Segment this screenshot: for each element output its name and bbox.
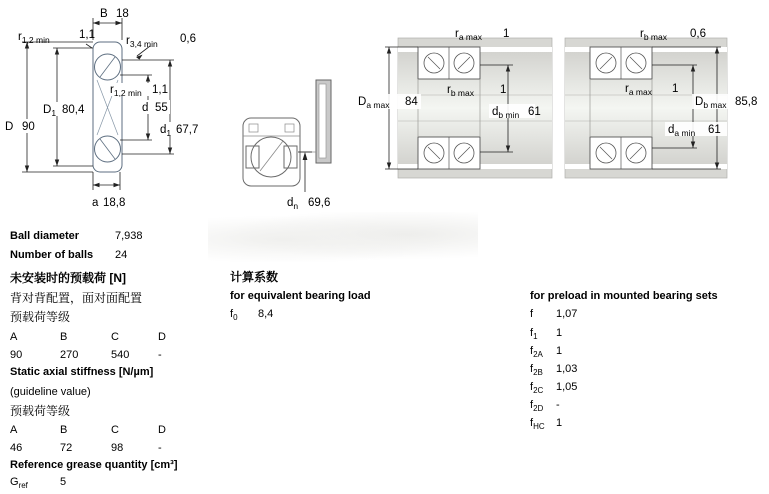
grease-title: Reference grease quantity [cm³] [10,459,178,471]
factor-row-f2A [530,345,562,358]
factor-value: 1,05 [556,381,578,393]
value-B: 72 [60,442,73,454]
factor-row-f2C [530,381,577,394]
p2-dim-ra: $r_{a max}$ [625,83,652,97]
dim-r34: $r_{3,4 min}$ [126,35,158,49]
factor-value: 1,07 [556,308,578,320]
header-C: C [111,331,119,343]
p1-dim-db-value: 61 [528,106,541,118]
stiffness-values [10,442,162,455]
value-C: 540 [111,349,130,361]
factor-value: - [556,399,560,411]
header-A: A [10,331,18,343]
p1-dim-ra-value: 1 [503,28,510,40]
spec-row-ball-diameter [10,230,143,243]
p1-dim-db: $d_{b min}$ [492,106,520,120]
value-A: 90 [10,349,23,361]
dim-D: D [5,121,14,133]
grease-row [10,476,66,489]
preload-class-label-2: 预载荷等级 [10,404,71,418]
dim-d1: $d_1$ [160,124,172,138]
dim-r12-side-value: 1,1 [152,84,168,96]
dim-r34-value: 0,6 [180,33,196,45]
header-B: B [60,331,68,343]
header-A: A [10,424,18,436]
equivalent-load-heading: for equivalent bearing load [230,290,371,302]
factor-value: 1,03 [556,363,578,375]
value-C: 98 [111,442,124,454]
dim-dn: $d_n$ [287,197,299,211]
factor-row-f1 [530,327,562,340]
p1-dim-rb: $r_{b max}$ [447,84,474,98]
stiffness-title: Static axial stiffness [N/µm] [10,366,154,378]
p2-dim-rb-value: 0,6 [690,28,706,40]
abutment-section [243,80,331,186]
p2-dim-da: $d_{a min}$ [668,124,696,138]
header-B: B [60,424,68,436]
preload-unmounted-values [10,349,162,362]
dim-B: B [100,8,108,20]
dim-r12-side: $r_{1,2 min}$ [110,84,142,98]
number-of-balls-value: 24 [115,249,128,261]
dim-dn-value: 69,6 [308,197,331,209]
value-D: - [158,349,162,361]
preload-class-headers-2 [10,424,166,437]
preload-sets-heading: for preload in mounted bearing sets [530,290,718,302]
factor-row-f [530,308,577,321]
factor-row-f2D [530,399,560,412]
p2-dim-Db: $D_{b max}$ [695,96,727,110]
factor-row-fHC [530,417,562,430]
dim-D1: $D_1$ [43,104,57,118]
number-of-balls-label: Number of balls [10,249,94,261]
spec-row-number-of-balls [10,249,127,262]
ball-diameter-value: 7,938 [115,230,143,242]
factor-row-f0 [230,308,273,321]
single-bearing-drawing [0,0,232,215]
factor-symbol: $f_1$ [530,327,538,342]
factor-symbol: $f_{2A}$ [530,345,543,360]
header-C: C [111,424,119,436]
preload-class-headers-1 [10,331,166,344]
dim-a: a [92,197,99,209]
dim-D1-value: 80,4 [62,104,85,116]
p2-dim-ra-value: 1 [672,83,679,95]
dim-d-value: 55 [155,102,168,114]
faint-watermark [208,212,478,262]
factor-symbol: $f_{2C}$ [530,381,544,396]
p2-dim-rb: $r_{b max}$ [640,28,667,42]
dim-d: d [142,102,149,114]
p1-dim-rb-value: 1 [500,84,507,96]
factor-symbol: $f_{HC}$ [530,417,545,432]
factor-symbol: $f_{2B}$ [530,363,543,378]
preload-class-label-1: 预载荷等级 [10,310,71,324]
preload-unmounted-title: 未安装时的预载荷 [N] [10,271,126,285]
dim-d1-value: 67,7 [176,124,199,136]
dim-r12-top-value: 1,1 [79,29,95,41]
preload-unmounted-subtitle: 背对背配置，面对面配置 [10,291,143,305]
p1-dim-ra: $r_{a max}$ [455,28,482,42]
bearing-section [93,42,122,172]
header-D: D [158,331,166,343]
factor-value: 1 [556,327,563,339]
dim-B-value: 18 [116,8,129,20]
value-D: - [158,442,162,454]
grease-value: 5 [60,476,67,488]
dim-a-value: 18,8 [103,197,126,209]
p2-dim-Db-value: 85,8 [735,96,758,108]
bearing-pair-drawing-1 [355,18,555,180]
value-A: 46 [10,442,23,454]
header-D: D [158,424,166,436]
factor-symbol: $f_{2D}$ [530,399,544,414]
factor-value: 1 [556,345,563,357]
ball-diameter-label: Ball diameter [10,230,80,242]
factor-value: 8,4 [258,308,274,320]
factor-value: 1 [556,417,563,429]
p1-dim-Da: $D_{a max}$ [358,96,390,110]
grease-symbol: $G_{ref}$ [10,476,28,491]
dim-D-value: 90 [22,121,35,133]
bearing-pair-drawing-2 [560,18,769,180]
factors-title: 计算系数 [230,270,279,284]
p1-dim-Da-value: 84 [405,96,418,108]
factor-symbol: f [530,308,534,320]
factor-symbol: $f_0$ [230,308,238,323]
factor-row-f2B [530,363,577,376]
value-B: 270 [60,349,79,361]
dim-r12-top: $r_{1,2 min}$ [18,31,50,45]
stiffness-subtitle: (guideline value) [10,386,91,398]
p2-dim-da-value: 61 [708,124,721,136]
